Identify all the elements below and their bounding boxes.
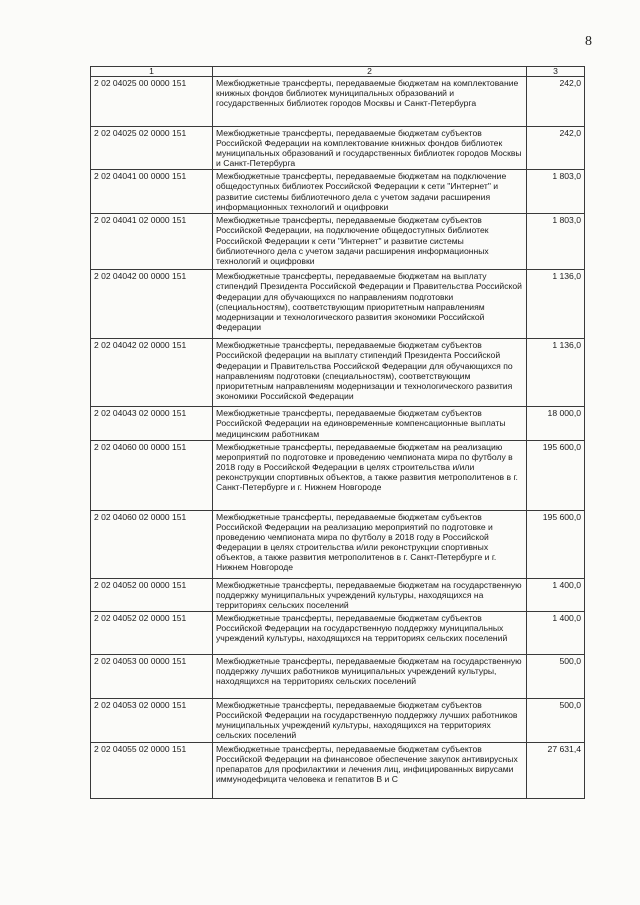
column-header-description: 2 — [213, 67, 527, 77]
row-amount: 27 631,4 — [527, 742, 585, 798]
row-amount: 195 600,0 — [527, 510, 585, 578]
row-description: Межбюджетные трансферты, передаваемые бюджетам на государственную поддержку лучших работников муниципальных учреждений культуры, находящихся на территориях сельских поселений — [213, 654, 527, 698]
table-row — [91, 170, 585, 214]
table-header-row — [91, 67, 585, 77]
row-amount: 1 136,0 — [527, 339, 585, 407]
row-amount: 18 000,0 — [527, 407, 585, 440]
table-row — [91, 654, 585, 698]
row-description: Межбюджетные трансферты, передаваемые бюджетам на государственную поддержку муниципальных учреждений культуры, находящихся на территориях сельских поселений — [213, 578, 527, 611]
row-amount: 1 803,0 — [527, 170, 585, 214]
row-amount: 1 803,0 — [527, 214, 585, 270]
row-description: Межбюджетные трансферты, передаваемые бюджетам субъектов Российской Федерации, на подключение общедоступных библиотек Российской Федерации к сети "Интернет" и развитие системы библиотечного дела с учетом задачи расширения информационных технологий и оцифровки — [213, 214, 527, 270]
row-code: 2 02 04060 02 0000 151 — [91, 510, 213, 578]
table-row — [91, 440, 585, 510]
table-row — [91, 270, 585, 339]
table-row — [91, 742, 585, 798]
table-row — [91, 698, 585, 742]
row-description: Межбюджетные трансферты, передаваемые бюджетам на комплектование книжных фондов библиотек муниципальных образований и государственных библиотек городов Москвы и Санкт-Петербурга — [213, 77, 527, 127]
row-code: 2 02 04041 00 0000 151 — [91, 170, 213, 214]
row-amount: 1 400,0 — [527, 578, 585, 611]
table-row — [91, 214, 585, 270]
row-description: Межбюджетные трансферты, передаваемые бюджетам на выплату стипендий Президента Российской Федерации и Правительства Российской Федерации для обучающихся по направлениям подготовки (специальностям), соответствующим приоритетным направлениям модернизации и технологического развития экономики Российской Федерации — [213, 270, 527, 339]
row-description: Межбюджетные трансферты, передаваемые бюджетам субъектов Российской Федерации на комплектование книжных фондов библиотек муниципальных образований и государственных библиотек городов Москвы и Санкт-Петербурга — [213, 127, 527, 170]
row-amount: 1 136,0 — [527, 270, 585, 339]
row-code: 2 02 04042 02 0000 151 — [91, 339, 213, 407]
table-row — [91, 339, 585, 407]
table-row — [91, 407, 585, 440]
table-row — [91, 77, 585, 127]
row-description: Межбюджетные трансферты, передаваемые бюджетам на подключение общедоступных библиотек Российской Федерации к сети "Интернет" и развитие системы библиотечного дела с учетом задачи расширения информационных технологий и оцифровки — [213, 170, 527, 214]
row-code: 2 02 04025 00 0000 151 — [91, 77, 213, 127]
row-description: Межбюджетные трансферты, передаваемые бюджетам субъектов Российской Федерации на финансовое обеспечение закупок антивирусных препаратов для профилактики и лечения лиц, инфицированных вирусами иммунодефицита человека и гепатитов В и С — [213, 742, 527, 798]
row-amount: 500,0 — [527, 698, 585, 742]
row-amount: 500,0 — [527, 654, 585, 698]
row-code: 2 02 04055 02 0000 151 — [91, 742, 213, 798]
row-code: 2 02 04052 02 0000 151 — [91, 611, 213, 654]
row-description: Межбюджетные трансферты, передаваемые бюджетам субъектов Российской Федерации на государственную поддержку лучших работников муниципальных учреждений культуры, находящихся на территориях сельских поселений — [213, 698, 527, 742]
table-row — [91, 611, 585, 654]
table-row — [91, 578, 585, 611]
row-amount: 242,0 — [527, 127, 585, 170]
column-header-code: 1 — [91, 67, 213, 77]
row-code: 2 02 04053 02 0000 151 — [91, 698, 213, 742]
row-description: Межбюджетные трансферты, передаваемые бюджетам субъектов Российской Федерации на реализацию мероприятий по подготовке и проведению чемпионата мира по футболу в 2018 году в Российской Федерации в целях строительства и/или реконструкции спортивных объектов, а также развития метрополитенов в г. Санкт-Петербурге и г. Нижнем Новгороде — [213, 510, 527, 578]
row-code: 2 02 04043 02 0000 151 — [91, 407, 213, 440]
row-description: Межбюджетные трансферты, передаваемые бюджетам на реализацию мероприятий по подготовке и проведению чемпионата мира по футболу в 2018 году в Российской Федерации в целях строительства и/или реконструкции спортивных объектов, а также развития метрополитенов в г. Санкт-Петербурге и г. Нижнем Новгороде — [213, 440, 527, 510]
row-code: 2 02 04042 00 0000 151 — [91, 270, 213, 339]
page-number: 8 — [585, 34, 592, 49]
row-code: 2 02 04025 02 0000 151 — [91, 127, 213, 170]
row-amount: 1 400,0 — [527, 611, 585, 654]
row-code: 2 02 04060 00 0000 151 — [91, 440, 213, 510]
row-description: Межбюджетные трансферты, передаваемые бюджетам субъектов Российской Федерации на единовременные компенсационные выплаты медицинским работникам — [213, 407, 527, 440]
row-description: Межбюджетные трансферты, передаваемые бюджетам субъектов Российской Федерации на государственную поддержку муниципальных учреждений культуры, находящихся на территориях сельских поселений — [213, 611, 527, 654]
row-amount: 242,0 — [527, 77, 585, 127]
row-code: 2 02 04052 00 0000 151 — [91, 578, 213, 611]
table-row — [91, 510, 585, 578]
budget-revenue-table — [90, 66, 585, 799]
table-row — [91, 127, 585, 170]
row-description: Межбюджетные трансферты, передаваемые бюджетам субъектов Российской федерации на выплату стипендий Президента Российской Федерации и Правительства Российской Федерации для обучающихся по направлениям подготовки (специальностям), соответствующим приоритетным направлениям модернизации и технологического развития экономики Российской Федерации — [213, 339, 527, 407]
column-header-amount: 3 — [527, 67, 585, 77]
row-amount: 195 600,0 — [527, 440, 585, 510]
row-code: 2 02 04041 02 0000 151 — [91, 214, 213, 270]
row-code: 2 02 04053 00 0000 151 — [91, 654, 213, 698]
